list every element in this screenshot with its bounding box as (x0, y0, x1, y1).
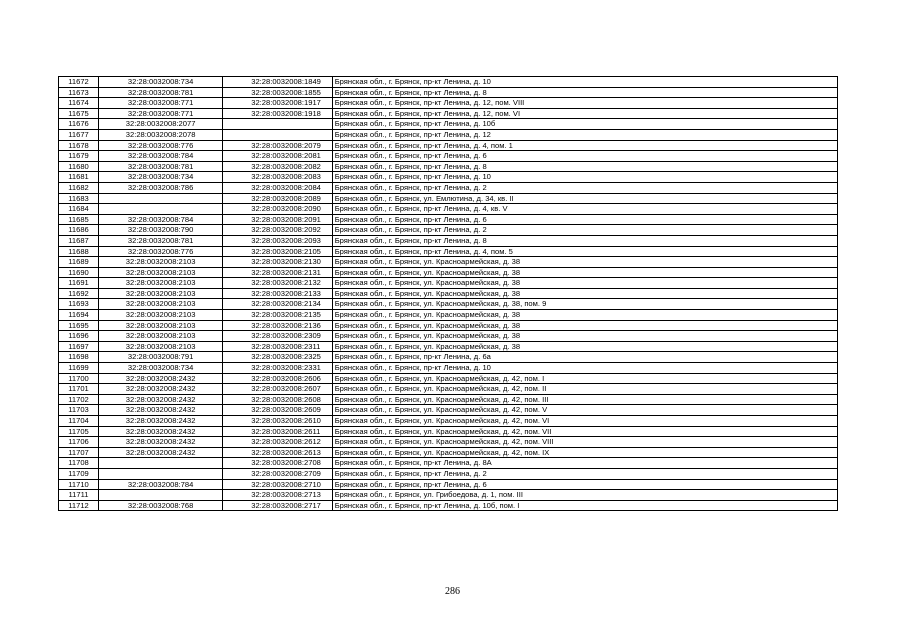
parcel-cadastral-number-cell: 32:28:0032008:2432 (99, 416, 223, 427)
parcel-cadastral-number-cell: 32:28:0032008:2432 (99, 426, 223, 437)
table-row (59, 426, 838, 437)
parcel-cadastral-number-cell: 32:28:0032008:776 (99, 246, 223, 257)
object-cadastral-number-cell (223, 119, 332, 130)
row-number-cell: 11678 (59, 140, 99, 151)
address-cell: Брянская обл., г. Брянск, ул. Грибоедова, д. 1, пом. III (332, 490, 837, 501)
row-number-cell: 11711 (59, 490, 99, 501)
parcel-cadastral-number-cell: 32:28:0032008:781 (99, 161, 223, 172)
row-number-cell: 11695 (59, 320, 99, 331)
table-row (59, 458, 838, 469)
parcel-cadastral-number-cell: 32:28:0032008:781 (99, 87, 223, 98)
parcel-cadastral-number-cell (99, 204, 223, 215)
row-number-cell: 11692 (59, 288, 99, 299)
object-cadastral-number-cell: 32:28:0032008:1917 (223, 98, 332, 109)
parcel-cadastral-number-cell: 32:28:0032008:2103 (99, 257, 223, 268)
row-number-cell: 11703 (59, 405, 99, 416)
parcel-cadastral-number-cell: 32:28:0032008:2078 (99, 129, 223, 140)
row-number-cell: 11705 (59, 426, 99, 437)
table-row (59, 341, 838, 352)
parcel-cadastral-number-cell (99, 490, 223, 501)
table-row (59, 363, 838, 374)
parcel-cadastral-number-cell: 32:28:0032008:2103 (99, 278, 223, 289)
address-cell: Брянская обл., г. Брянск, ул. Красноармейская, д. 42, пом. V (332, 405, 837, 416)
row-number-cell: 11679 (59, 151, 99, 162)
row-number-cell: 11675 (59, 108, 99, 119)
row-number-cell: 11706 (59, 437, 99, 448)
row-number-cell: 11702 (59, 394, 99, 405)
table-row (59, 500, 838, 511)
table-row (59, 246, 838, 257)
object-cadastral-number-cell: 32:28:0032008:2708 (223, 458, 332, 469)
object-cadastral-number-cell: 32:28:0032008:2607 (223, 384, 332, 395)
row-number-cell: 11673 (59, 87, 99, 98)
parcel-cadastral-number-cell: 32:28:0032008:734 (99, 77, 223, 88)
table-row (59, 288, 838, 299)
table-row (59, 384, 838, 395)
parcel-cadastral-number-cell: 32:28:0032008:790 (99, 225, 223, 236)
address-cell: Брянская обл., г. Брянск, пр-кт Ленина, д. 4, кв. V (332, 204, 837, 215)
address-cell: Брянская обл., г. Брянск, пр-кт Ленина, д. 8А (332, 458, 837, 469)
address-cell: Брянская обл., г. Брянск, пр-кт Ленина, д. 6 (332, 151, 837, 162)
row-number-cell: 11693 (59, 299, 99, 310)
row-number-cell: 11689 (59, 257, 99, 268)
row-number-cell: 11712 (59, 500, 99, 511)
row-number-cell: 11696 (59, 331, 99, 342)
row-number-cell: 11672 (59, 77, 99, 88)
table-row (59, 416, 838, 427)
table-row (59, 119, 838, 130)
address-cell: Брянская обл., г. Брянск, ул. Красноармейская, д. 38 (332, 278, 837, 289)
object-cadastral-number-cell: 32:28:0032008:2089 (223, 193, 332, 204)
table-row (59, 394, 838, 405)
parcel-cadastral-number-cell: 32:28:0032008:2432 (99, 394, 223, 405)
table-row (59, 140, 838, 151)
parcel-cadastral-number-cell: 32:28:0032008:2432 (99, 437, 223, 448)
address-cell: Брянская обл., г. Брянск, ул. Красноармейская, д. 38 (332, 257, 837, 268)
table-row (59, 77, 838, 88)
table-row (59, 182, 838, 193)
address-cell: Брянская обл., г. Брянск, ул. Красноармейская, д. 42, пом. VII (332, 426, 837, 437)
address-cell: Брянская обл., г. Брянск, ул. Красноармейская, д. 38 (332, 320, 837, 331)
address-cell: Брянская обл., г. Брянск, ул. Красноармейская, д. 42, пом. II (332, 384, 837, 395)
table-row (59, 352, 838, 363)
object-cadastral-number-cell: 32:28:0032008:2105 (223, 246, 332, 257)
row-number-cell: 11690 (59, 267, 99, 278)
object-cadastral-number-cell: 32:28:0032008:2713 (223, 490, 332, 501)
parcel-cadastral-number-cell: 32:28:0032008:2103 (99, 310, 223, 321)
object-cadastral-number-cell: 32:28:0032008:2309 (223, 331, 332, 342)
parcel-cadastral-number-cell: 32:28:0032008:776 (99, 140, 223, 151)
row-number-cell: 11680 (59, 161, 99, 172)
row-number-cell: 11701 (59, 384, 99, 395)
table-row (59, 437, 838, 448)
table-row (59, 490, 838, 501)
table-row (59, 108, 838, 119)
address-cell: Брянская обл., г. Брянск, ул. Красноармейская, д. 42, пом. VI (332, 416, 837, 427)
address-cell: Брянская обл., г. Брянск, пр-кт Ленина, д. 2 (332, 225, 837, 236)
parcel-cadastral-number-cell: 32:28:0032008:734 (99, 363, 223, 374)
table-row (59, 278, 838, 289)
object-cadastral-number-cell: 32:28:0032008:2131 (223, 267, 332, 278)
address-cell: Брянская обл., г. Брянск, пр-кт Ленина, д. 6 (332, 214, 837, 225)
object-cadastral-number-cell: 32:28:0032008:1849 (223, 77, 332, 88)
parcel-cadastral-number-cell: 32:28:0032008:2432 (99, 373, 223, 384)
address-cell: Брянская обл., г. Брянск, пр-кт Ленина, д. 10 (332, 363, 837, 374)
address-cell: Брянская обл., г. Брянск, ул. Красноармейская, д. 38, пом. 9 (332, 299, 837, 310)
address-cell: Брянская обл., г. Брянск, ул. Красноармейская, д. 38 (332, 288, 837, 299)
row-number-cell: 11683 (59, 193, 99, 204)
object-cadastral-number-cell: 32:28:0032008:2710 (223, 479, 332, 490)
object-cadastral-number-cell: 32:28:0032008:2134 (223, 299, 332, 310)
object-cadastral-number-cell: 32:28:0032008:2325 (223, 352, 332, 363)
parcel-cadastral-number-cell: 32:28:0032008:784 (99, 479, 223, 490)
parcel-cadastral-number-cell: 32:28:0032008:768 (99, 500, 223, 511)
object-cadastral-number-cell: 32:28:0032008:2331 (223, 363, 332, 374)
row-number-cell: 11677 (59, 129, 99, 140)
object-cadastral-number-cell: 32:28:0032008:2083 (223, 172, 332, 183)
row-number-cell: 11688 (59, 246, 99, 257)
object-cadastral-number-cell: 32:28:0032008:2613 (223, 447, 332, 458)
row-number-cell: 11709 (59, 468, 99, 479)
table-row (59, 310, 838, 321)
object-cadastral-number-cell: 32:28:0032008:2091 (223, 214, 332, 225)
row-number-cell: 11681 (59, 172, 99, 183)
object-cadastral-number-cell: 32:28:0032008:2609 (223, 405, 332, 416)
row-number-cell: 11682 (59, 182, 99, 193)
table-row (59, 479, 838, 490)
table-row (59, 172, 838, 183)
table-row (59, 87, 838, 98)
table-row (59, 373, 838, 384)
row-number-cell: 11676 (59, 119, 99, 130)
address-cell: Брянская обл., г. Брянск, пр-кт Ленина, д. 2 (332, 182, 837, 193)
row-number-cell: 11674 (59, 98, 99, 109)
row-number-cell: 11697 (59, 341, 99, 352)
table-row (59, 214, 838, 225)
table-row (59, 405, 838, 416)
address-cell: Брянская обл., г. Брянск, пр-кт Ленина, д. 12 (332, 129, 837, 140)
address-cell: Брянская обл., г. Брянск, ул. Красноармейская, д. 42, пом. IX (332, 447, 837, 458)
row-number-cell: 11710 (59, 479, 99, 490)
row-number-cell: 11684 (59, 204, 99, 215)
address-cell: Брянская обл., г. Брянск, пр-кт Ленина, д. 2 (332, 468, 837, 479)
parcel-cadastral-number-cell: 32:28:0032008:2077 (99, 119, 223, 130)
address-cell: Брянская обл., г. Брянск, ул. Красноармейская, д. 38 (332, 310, 837, 321)
parcel-cadastral-number-cell: 32:28:0032008:2103 (99, 341, 223, 352)
object-cadastral-number-cell: 32:28:0032008:2709 (223, 468, 332, 479)
parcel-cadastral-number-cell (99, 468, 223, 479)
address-cell: Брянская обл., г. Брянск, пр-кт Ленина, д. 6а (332, 352, 837, 363)
object-cadastral-number-cell: 32:28:0032008:1918 (223, 108, 332, 119)
parcel-cadastral-number-cell: 32:28:0032008:781 (99, 235, 223, 246)
row-number-cell: 11694 (59, 310, 99, 321)
table-row (59, 299, 838, 310)
object-cadastral-number-cell: 32:28:0032008:2717 (223, 500, 332, 511)
address-cell: Брянская обл., г. Брянск, ул. Красноармейская, д. 42, пом. VIII (332, 437, 837, 448)
row-number-cell: 11698 (59, 352, 99, 363)
parcel-cadastral-number-cell: 32:28:0032008:2432 (99, 405, 223, 416)
object-cadastral-number-cell: 32:28:0032008:2135 (223, 310, 332, 321)
table-row (59, 193, 838, 204)
address-cell: Брянская обл., г. Брянск, пр-кт Ленина, д. 12, пом. VI (332, 108, 837, 119)
address-cell: Брянская обл., г. Брянск, ул. Красноармейская, д. 42, пом. I (332, 373, 837, 384)
object-cadastral-number-cell: 32:28:0032008:2610 (223, 416, 332, 427)
address-cell: Брянская обл., г. Брянск, пр-кт Ленина, д. 10б (332, 119, 837, 130)
address-cell: Брянская обл., г. Брянск, пр-кт Ленина, д. 10б, пом. I (332, 500, 837, 511)
row-number-cell: 11691 (59, 278, 99, 289)
parcel-cadastral-number-cell: 32:28:0032008:2432 (99, 447, 223, 458)
object-cadastral-number-cell: 32:28:0032008:2132 (223, 278, 332, 289)
address-cell: Брянская обл., г. Брянск, пр-кт Ленина, д. 4, пом. 1 (332, 140, 837, 151)
table-row (59, 151, 838, 162)
row-number-cell: 11699 (59, 363, 99, 374)
object-cadastral-number-cell: 32:28:0032008:2079 (223, 140, 332, 151)
table-row (59, 331, 838, 342)
object-cadastral-number-cell: 32:28:0032008:2082 (223, 161, 332, 172)
row-number-cell: 11704 (59, 416, 99, 427)
row-number-cell: 11686 (59, 225, 99, 236)
parcel-cadastral-number-cell: 32:28:0032008:2103 (99, 331, 223, 342)
object-cadastral-number-cell: 32:28:0032008:2093 (223, 235, 332, 246)
row-number-cell: 11687 (59, 235, 99, 246)
parcel-cadastral-number-cell: 32:28:0032008:2103 (99, 299, 223, 310)
address-cell: Брянская обл., г. Брянск, пр-кт Ленина, д. 8 (332, 235, 837, 246)
object-cadastral-number-cell: 32:28:0032008:2130 (223, 257, 332, 268)
object-cadastral-number-cell: 32:28:0032008:2606 (223, 373, 332, 384)
page-number: 286 (445, 586, 460, 597)
parcel-cadastral-number-cell: 32:28:0032008:2432 (99, 384, 223, 395)
row-number-cell: 11707 (59, 447, 99, 458)
address-cell: Брянская обл., г. Брянск, пр-кт Ленина, д. 6 (332, 479, 837, 490)
table-row (59, 225, 838, 236)
address-cell: Брянская обл., г. Брянск, ул. Красноармейская, д. 38 (332, 341, 837, 352)
table-row (59, 468, 838, 479)
parcel-cadastral-number-cell: 32:28:0032008:2103 (99, 288, 223, 299)
parcel-cadastral-number-cell (99, 193, 223, 204)
row-number-cell: 11685 (59, 214, 99, 225)
parcel-cadastral-number-cell: 32:28:0032008:786 (99, 182, 223, 193)
table-row (59, 320, 838, 331)
address-cell: Брянская обл., г. Брянск, ул. Емлютина, д. 34, кв. II (332, 193, 837, 204)
address-cell: Брянская обл., г. Брянск, пр-кт Ленина, д. 4, пом. 5 (332, 246, 837, 257)
registry-table-body (59, 77, 838, 511)
parcel-cadastral-number-cell: 32:28:0032008:784 (99, 151, 223, 162)
address-cell: Брянская обл., г. Брянск, ул. Красноармейская, д. 38 (332, 331, 837, 342)
table-row (59, 235, 838, 246)
table-row (59, 267, 838, 278)
object-cadastral-number-cell: 32:28:0032008:2092 (223, 225, 332, 236)
object-cadastral-number-cell: 32:28:0032008:2084 (223, 182, 332, 193)
object-cadastral-number-cell: 32:28:0032008:2311 (223, 341, 332, 352)
parcel-cadastral-number-cell: 32:28:0032008:771 (99, 98, 223, 109)
object-cadastral-number-cell: 32:28:0032008:2081 (223, 151, 332, 162)
address-cell: Брянская обл., г. Брянск, ул. Красноармейская, д. 38 (332, 267, 837, 278)
object-cadastral-number-cell: 32:28:0032008:2136 (223, 320, 332, 331)
address-cell: Брянская обл., г. Брянск, пр-кт Ленина, д. 10 (332, 172, 837, 183)
object-cadastral-number-cell: 32:28:0032008:1855 (223, 87, 332, 98)
parcel-cadastral-number-cell: 32:28:0032008:734 (99, 172, 223, 183)
table-row (59, 447, 838, 458)
parcel-cadastral-number-cell: 32:28:0032008:2103 (99, 267, 223, 278)
parcel-cadastral-number-cell (99, 458, 223, 469)
address-cell: Брянская обл., г. Брянск, ул. Красноармейская, д. 42, пом. III (332, 394, 837, 405)
table-row (59, 129, 838, 140)
object-cadastral-number-cell: 32:28:0032008:2090 (223, 204, 332, 215)
table-row (59, 161, 838, 172)
address-cell: Брянская обл., г. Брянск, пр-кт Ленина, д. 8 (332, 87, 837, 98)
table-row (59, 98, 838, 109)
parcel-cadastral-number-cell: 32:28:0032008:771 (99, 108, 223, 119)
parcel-cadastral-number-cell: 32:28:0032008:791 (99, 352, 223, 363)
address-cell: Брянская обл., г. Брянск, пр-кт Ленина, д. 10 (332, 77, 837, 88)
object-cadastral-number-cell: 32:28:0032008:2612 (223, 437, 332, 448)
parcel-cadastral-number-cell: 32:28:0032008:784 (99, 214, 223, 225)
object-cadastral-number-cell: 32:28:0032008:2611 (223, 426, 332, 437)
address-cell: Брянская обл., г. Брянск, пр-кт Ленина, д. 12, пом. VIII (332, 98, 837, 109)
table-row (59, 257, 838, 268)
row-number-cell: 11708 (59, 458, 99, 469)
object-cadastral-number-cell: 32:28:0032008:2608 (223, 394, 332, 405)
parcel-cadastral-number-cell: 32:28:0032008:2103 (99, 320, 223, 331)
address-cell: Брянская обл., г. Брянск, пр-кт Ленина, д. 8 (332, 161, 837, 172)
table-row (59, 204, 838, 215)
registry-table (58, 76, 838, 511)
object-cadastral-number-cell (223, 129, 332, 140)
object-cadastral-number-cell: 32:28:0032008:2133 (223, 288, 332, 299)
row-number-cell: 11700 (59, 373, 99, 384)
